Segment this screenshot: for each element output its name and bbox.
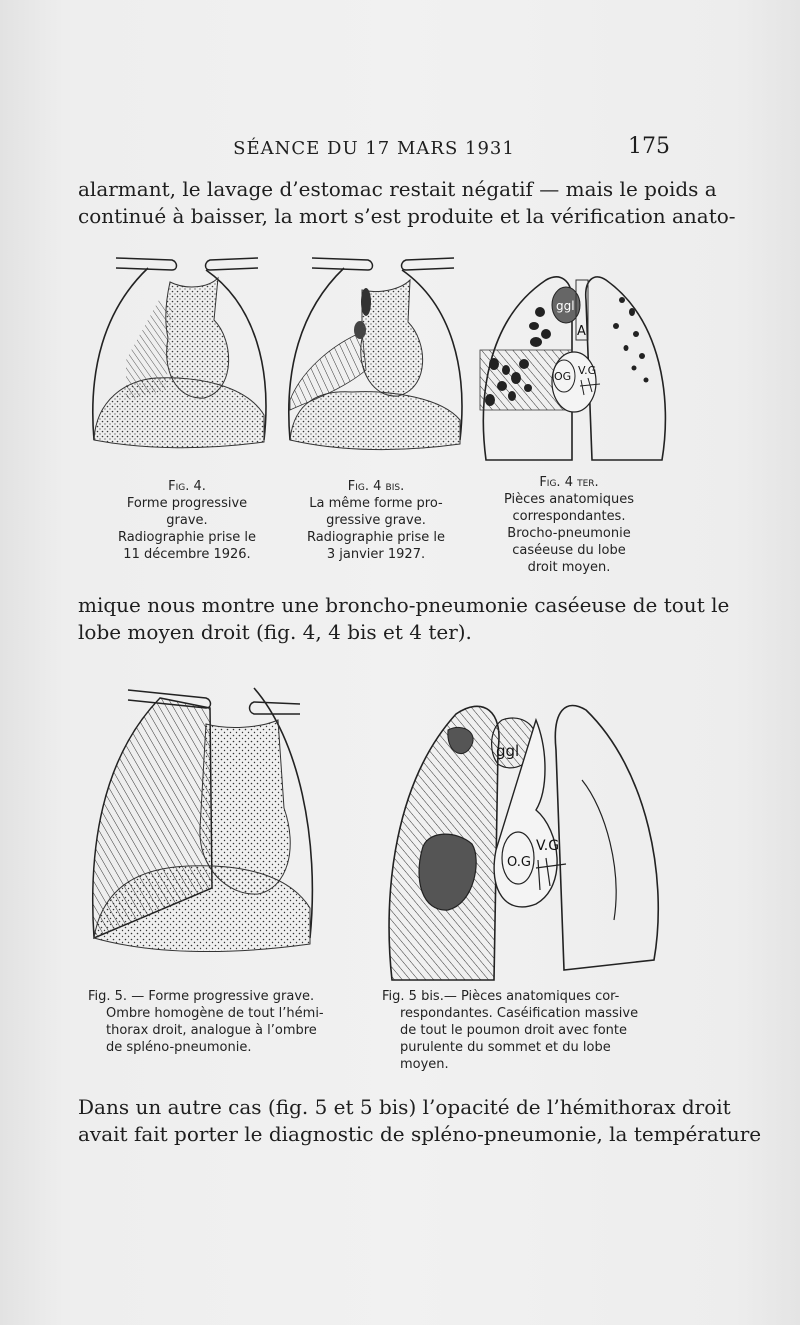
paragraph-3 xyxy=(78,1094,762,1148)
figure-4bis-radiograph xyxy=(282,250,472,460)
page-header xyxy=(78,134,670,164)
figure-4ter-caption-line: caséeuse du lobe xyxy=(512,543,626,558)
paragraph-1-line-1: alarmant, le lavage d’estomac restait négatif — mais le poids a xyxy=(78,177,717,201)
figure-5-caption xyxy=(88,988,368,1056)
figure-4bis-caption-line: Radiographie prise le xyxy=(306,530,446,545)
figure-5bis-caption-line: respondantes. Caséification massive xyxy=(400,1006,639,1021)
figure-4-caption-line: Forme progressive xyxy=(126,496,248,511)
paragraph-1-line-2: continué à baisser, la mort s’est produite et la vérification anato- xyxy=(78,204,736,228)
figure-5-caption-line: Ombre homogène de tout l’hémi- xyxy=(106,1006,324,1021)
figure-4-caption-line: Radiographie prise le xyxy=(117,530,257,545)
figure-4ter-og-label: OG xyxy=(554,370,572,383)
figure-4-caption-line: 11 décembre 1926. xyxy=(123,547,251,562)
figure-4bis-caption-line: 3 janvier 1927. xyxy=(326,547,426,562)
figure-5bis-anatomy xyxy=(386,690,664,986)
figure-5-caption-line: Fig. 5. — Forme progressive grave. xyxy=(88,989,315,1004)
figure-5bis-caption-line: moyen. xyxy=(400,1057,449,1072)
figure-5bis-og-label: O.G xyxy=(507,855,531,870)
figure-4ter-caption xyxy=(474,474,664,576)
figure-5bis-drawing xyxy=(386,690,664,986)
figure-4ter-caption-line: Brocho-pneumonie xyxy=(507,526,631,541)
figure-4-radiograph xyxy=(86,250,276,460)
figure-5-caption-line: de spléno-pneumonie. xyxy=(106,1040,252,1055)
figure-5bis-vg-label: V.G xyxy=(536,838,560,854)
figure-4-drawing xyxy=(86,250,276,460)
figure-4bis-drawing xyxy=(282,250,472,460)
figure-4ter-vg-label: V.G xyxy=(578,364,597,377)
figure-5bis-caption xyxy=(382,988,672,1073)
paragraph-3-line-1: Dans un autre cas (fig. 5 et 5 bis) l’opacité de l’hémithorax droit xyxy=(78,1095,731,1119)
figure-4bis-caption xyxy=(286,478,466,563)
figure-4ter-aorta-label: A xyxy=(577,324,586,339)
figure-4bis-label: Fig. 4 bis. xyxy=(347,479,405,494)
figure-4-caption xyxy=(102,478,272,563)
figure-4ter-caption-line: correspondantes. xyxy=(512,509,626,524)
paragraph-2-line-1: mique nous montre une broncho-pneumonie caséeuse de tout le xyxy=(78,593,730,617)
paragraph-2-line-2: lobe moyen droit (fig. 4, 4 bis et 4 ter). xyxy=(78,620,472,644)
figure-4ter-label: Fig. 4 ter. xyxy=(539,475,599,490)
figure-4ter-ggl-label: ggl xyxy=(556,299,575,313)
figure-4ter-drawing xyxy=(476,260,672,470)
figure-5bis-caption-line: purulente du sommet et du lobe xyxy=(400,1040,611,1055)
figure-5bis-caption-line: Fig. 5 bis.— Pièces anatomiques cor- xyxy=(382,989,620,1004)
figure-4-caption-line: grave. xyxy=(166,513,208,528)
figure-5-radiograph xyxy=(88,668,316,960)
figure-4bis-caption-line: gressive grave. xyxy=(326,513,426,528)
paragraph-2 xyxy=(78,592,730,646)
figure-4ter-anatomy xyxy=(476,260,672,470)
running-title: SÉANCE DU 17 MARS 1931 xyxy=(233,138,515,159)
paragraph-1 xyxy=(78,176,736,230)
figure-5-caption-line: thorax droit, analogue à l’ombre xyxy=(106,1023,317,1038)
paragraph-3-line-2: avait fait porter le diagnostic de spléno-pneumonie, la température xyxy=(78,1122,762,1146)
page-number: 175 xyxy=(628,134,670,159)
figure-5bis-caption-line: de tout le poumon droit avec fonte xyxy=(400,1023,627,1038)
figure-5-drawing xyxy=(88,668,316,960)
figure-4ter-caption-line: droit moyen. xyxy=(527,560,611,575)
figure-4-label: Fig. 4. xyxy=(168,479,206,494)
figure-4bis-caption-line: La même forme pro- xyxy=(309,496,443,511)
figure-5bis-ggl-label: ggl xyxy=(496,742,520,760)
figure-4ter-caption-line: Pièces anatomiques xyxy=(504,492,634,507)
